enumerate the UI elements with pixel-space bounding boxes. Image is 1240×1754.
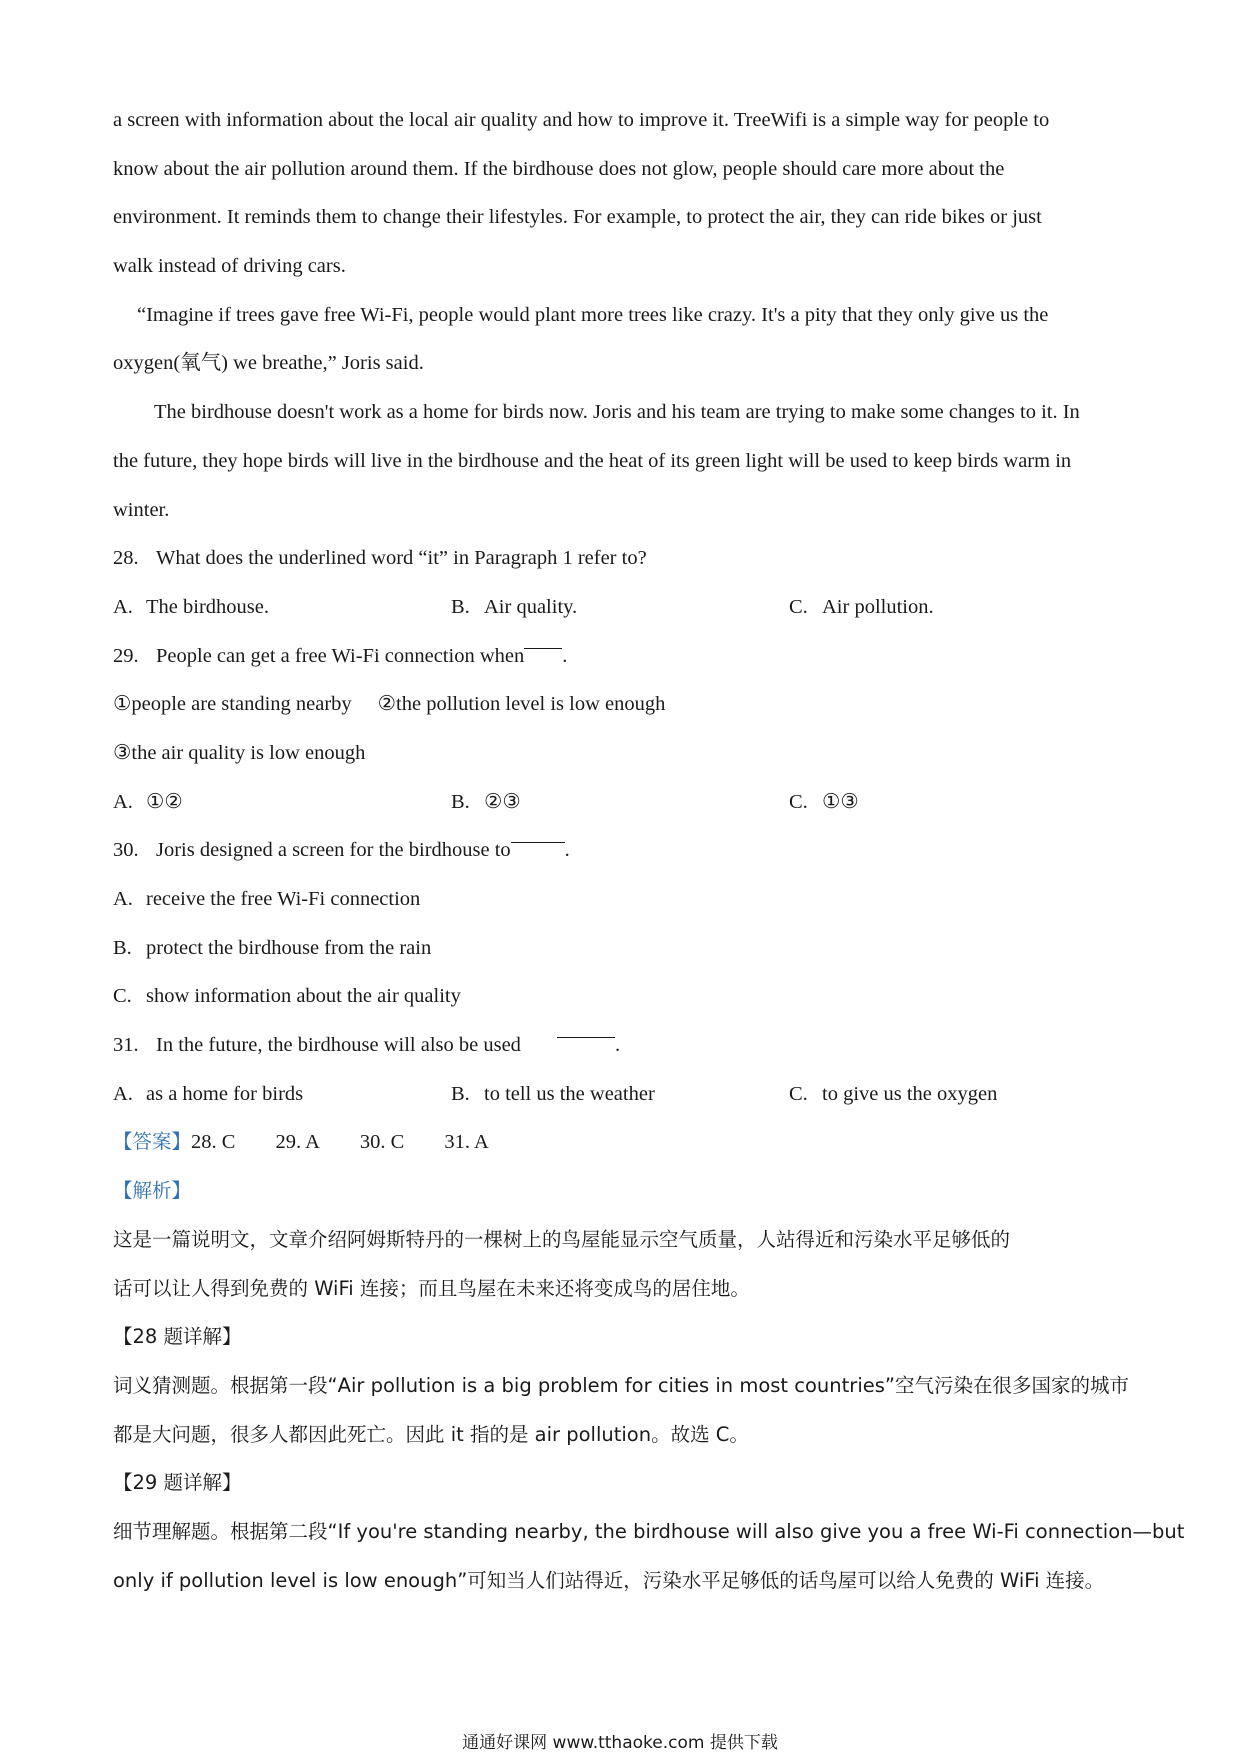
answer-item: 29. A bbox=[275, 1131, 320, 1154]
option-c[interactable] bbox=[789, 1070, 997, 1119]
text-line: the future, they hope birds will live in the birdhouse and the heat of its green light will be used to keep birds warm in bbox=[113, 449, 1072, 472]
question-stem bbox=[113, 1021, 1133, 1070]
option-text: protect the birdhouse from the rain bbox=[146, 936, 432, 959]
statement-item-1: ①people are standing nearby bbox=[113, 693, 352, 716]
text-line: 词义猜测题。根据第一段“Air pollution is a big problem for cities in most countries”空气污染在很多国家的城市 bbox=[113, 1373, 1129, 1397]
option-letter: A. bbox=[113, 790, 133, 813]
statement-item-2: ②the pollution level is low enough bbox=[377, 693, 666, 716]
text-line: “Imagine if trees gave free Wi-Fi, people would plant more trees like crazy. It's a pity that they only give us the bbox=[137, 303, 1049, 326]
text-line: 都是大问题，很多人都因此死亡。因此 it 指的是 air pollution。故选 C。 bbox=[113, 1422, 749, 1446]
option-letter: C. bbox=[789, 595, 808, 618]
answer-blank bbox=[511, 826, 565, 843]
options-row bbox=[113, 1070, 1133, 1119]
option-text: ①② bbox=[146, 790, 183, 813]
option-a[interactable] bbox=[113, 778, 451, 827]
option-letter: C. bbox=[789, 1082, 808, 1105]
text-line: 这是一篇说明文，文章介绍阿姆斯特丹的一棵树上的鸟屋能显示空气质量，人站得近和污染水平足够低的 bbox=[113, 1227, 1011, 1251]
question-stem bbox=[113, 826, 1133, 875]
detail-28-section bbox=[113, 1313, 1133, 1459]
text-line: environment. It reminds them to change their lifestyles. For example, to protect the air, they can ride bikes or just bbox=[113, 206, 1042, 229]
option-c[interactable] bbox=[113, 972, 1133, 1021]
detail-29-section bbox=[113, 1459, 1185, 1605]
option-text: ②③ bbox=[484, 790, 521, 813]
detail-label: 【29 题详解】 bbox=[113, 1471, 242, 1495]
text-line: winter. bbox=[113, 498, 170, 521]
detail-label: 【28 题详解】 bbox=[113, 1325, 242, 1349]
option-a[interactable] bbox=[113, 875, 1133, 924]
option-b[interactable] bbox=[451, 1070, 789, 1119]
question-text: In the future, the birdhouse will also be used bbox=[156, 1034, 521, 1057]
option-b[interactable] bbox=[113, 924, 1133, 973]
question-text: What does the underlined word “it” in Paragraph 1 refer to? bbox=[156, 547, 647, 570]
option-letter: B. bbox=[451, 790, 470, 813]
passage-paragraph-2 bbox=[113, 291, 1133, 388]
text-line: only if pollution level is low enough”可知当人们站得近，污染水平足够低的话鸟屋可以给人免费的 WiFi 连接。 bbox=[113, 1568, 1105, 1592]
option-letter: A. bbox=[113, 595, 133, 618]
analysis-label: 【解析】 bbox=[113, 1179, 192, 1203]
statement-item-3: ③the air quality is low enough bbox=[113, 741, 366, 764]
option-text: as a home for birds bbox=[146, 1082, 304, 1105]
option-text: to tell us the weather bbox=[484, 1082, 655, 1105]
question-stem bbox=[113, 534, 1133, 583]
text-line: The birdhouse doesn't work as a home for birds now. Joris and his team are trying to make some changes to it. In bbox=[154, 401, 1080, 424]
question-number: 30. bbox=[113, 839, 139, 862]
text-line: 细节理解题。根据第二段“If you're standing nearby, the birdhouse will also give you a free Wi-Fi connection—but bbox=[113, 1519, 1185, 1543]
option-text: to give us the oxygen bbox=[822, 1082, 998, 1105]
document-page bbox=[113, 96, 1185, 1605]
option-text: Air pollution. bbox=[822, 595, 934, 618]
question-29 bbox=[113, 632, 1133, 827]
question-number: 28. bbox=[113, 547, 139, 570]
option-letter: C. bbox=[113, 985, 132, 1008]
question-30 bbox=[113, 826, 1133, 1021]
text-line: walk instead of driving cars. bbox=[113, 255, 346, 278]
option-c[interactable] bbox=[789, 583, 934, 632]
answer-key bbox=[113, 1118, 1133, 1167]
question-number: 29. bbox=[113, 644, 139, 667]
question-text-end: . bbox=[562, 644, 568, 667]
option-text: receive the free Wi-Fi connection bbox=[146, 888, 421, 910]
option-c[interactable] bbox=[789, 778, 859, 827]
answer-item: 31. A bbox=[444, 1131, 489, 1154]
question-text: People can get a free Wi-Fi connection when bbox=[156, 644, 525, 667]
option-letter: C. bbox=[789, 790, 808, 813]
passage-paragraph-1 bbox=[113, 96, 1133, 291]
answer-blank bbox=[557, 1021, 615, 1038]
option-text: The birdhouse. bbox=[146, 595, 269, 618]
text-line: a screen with information about the local air quality and how to improve it. TreeWifi is a simple way for people to bbox=[113, 109, 1050, 131]
statement-items bbox=[113, 680, 1133, 729]
option-letter: B. bbox=[451, 1082, 470, 1105]
question-28 bbox=[113, 534, 1133, 631]
options-row bbox=[113, 778, 1133, 827]
question-text-end: . bbox=[564, 839, 570, 862]
passage-paragraph-3 bbox=[113, 388, 1133, 534]
option-letter: A. bbox=[113, 888, 133, 910]
footer-watermark: 通通好课网 www.tthaoke.com 提供下载 bbox=[462, 1733, 778, 1753]
question-text-end: . bbox=[614, 1034, 621, 1057]
text-line: oxygen(氧气) we breathe,” Joris said. bbox=[113, 352, 424, 375]
option-b[interactable] bbox=[451, 778, 789, 827]
option-letter: B. bbox=[113, 936, 132, 959]
answer-item: 30. C bbox=[359, 1131, 405, 1154]
option-a[interactable] bbox=[113, 583, 451, 632]
answer-item: 28. C bbox=[191, 1131, 236, 1154]
question-stem bbox=[113, 632, 1133, 681]
question-number: 31. bbox=[113, 1034, 139, 1057]
question-31 bbox=[113, 1021, 1133, 1118]
answer-label: 【答案】 bbox=[113, 1130, 192, 1154]
text-line: 话可以让人得到免费的 WiFi 连接；而且鸟屋在未来还将变成鸟的居住地。 bbox=[113, 1276, 750, 1300]
option-letter: B. bbox=[451, 595, 470, 618]
options-row bbox=[113, 583, 1133, 632]
question-text: Joris designed a screen for the birdhouse to bbox=[156, 839, 511, 862]
option-text: show information about the air quality bbox=[146, 985, 461, 1008]
option-b[interactable] bbox=[451, 583, 789, 632]
option-text: Air quality. bbox=[484, 595, 578, 618]
option-a[interactable] bbox=[113, 1070, 451, 1119]
analysis-section bbox=[113, 1167, 1133, 1313]
option-letter: A. bbox=[113, 1082, 133, 1105]
answer-blank bbox=[524, 632, 562, 649]
option-text: ①③ bbox=[822, 790, 859, 813]
text-line: know about the air pollution around them. If the birdhouse does not glow, people should care more about the bbox=[113, 157, 1005, 180]
